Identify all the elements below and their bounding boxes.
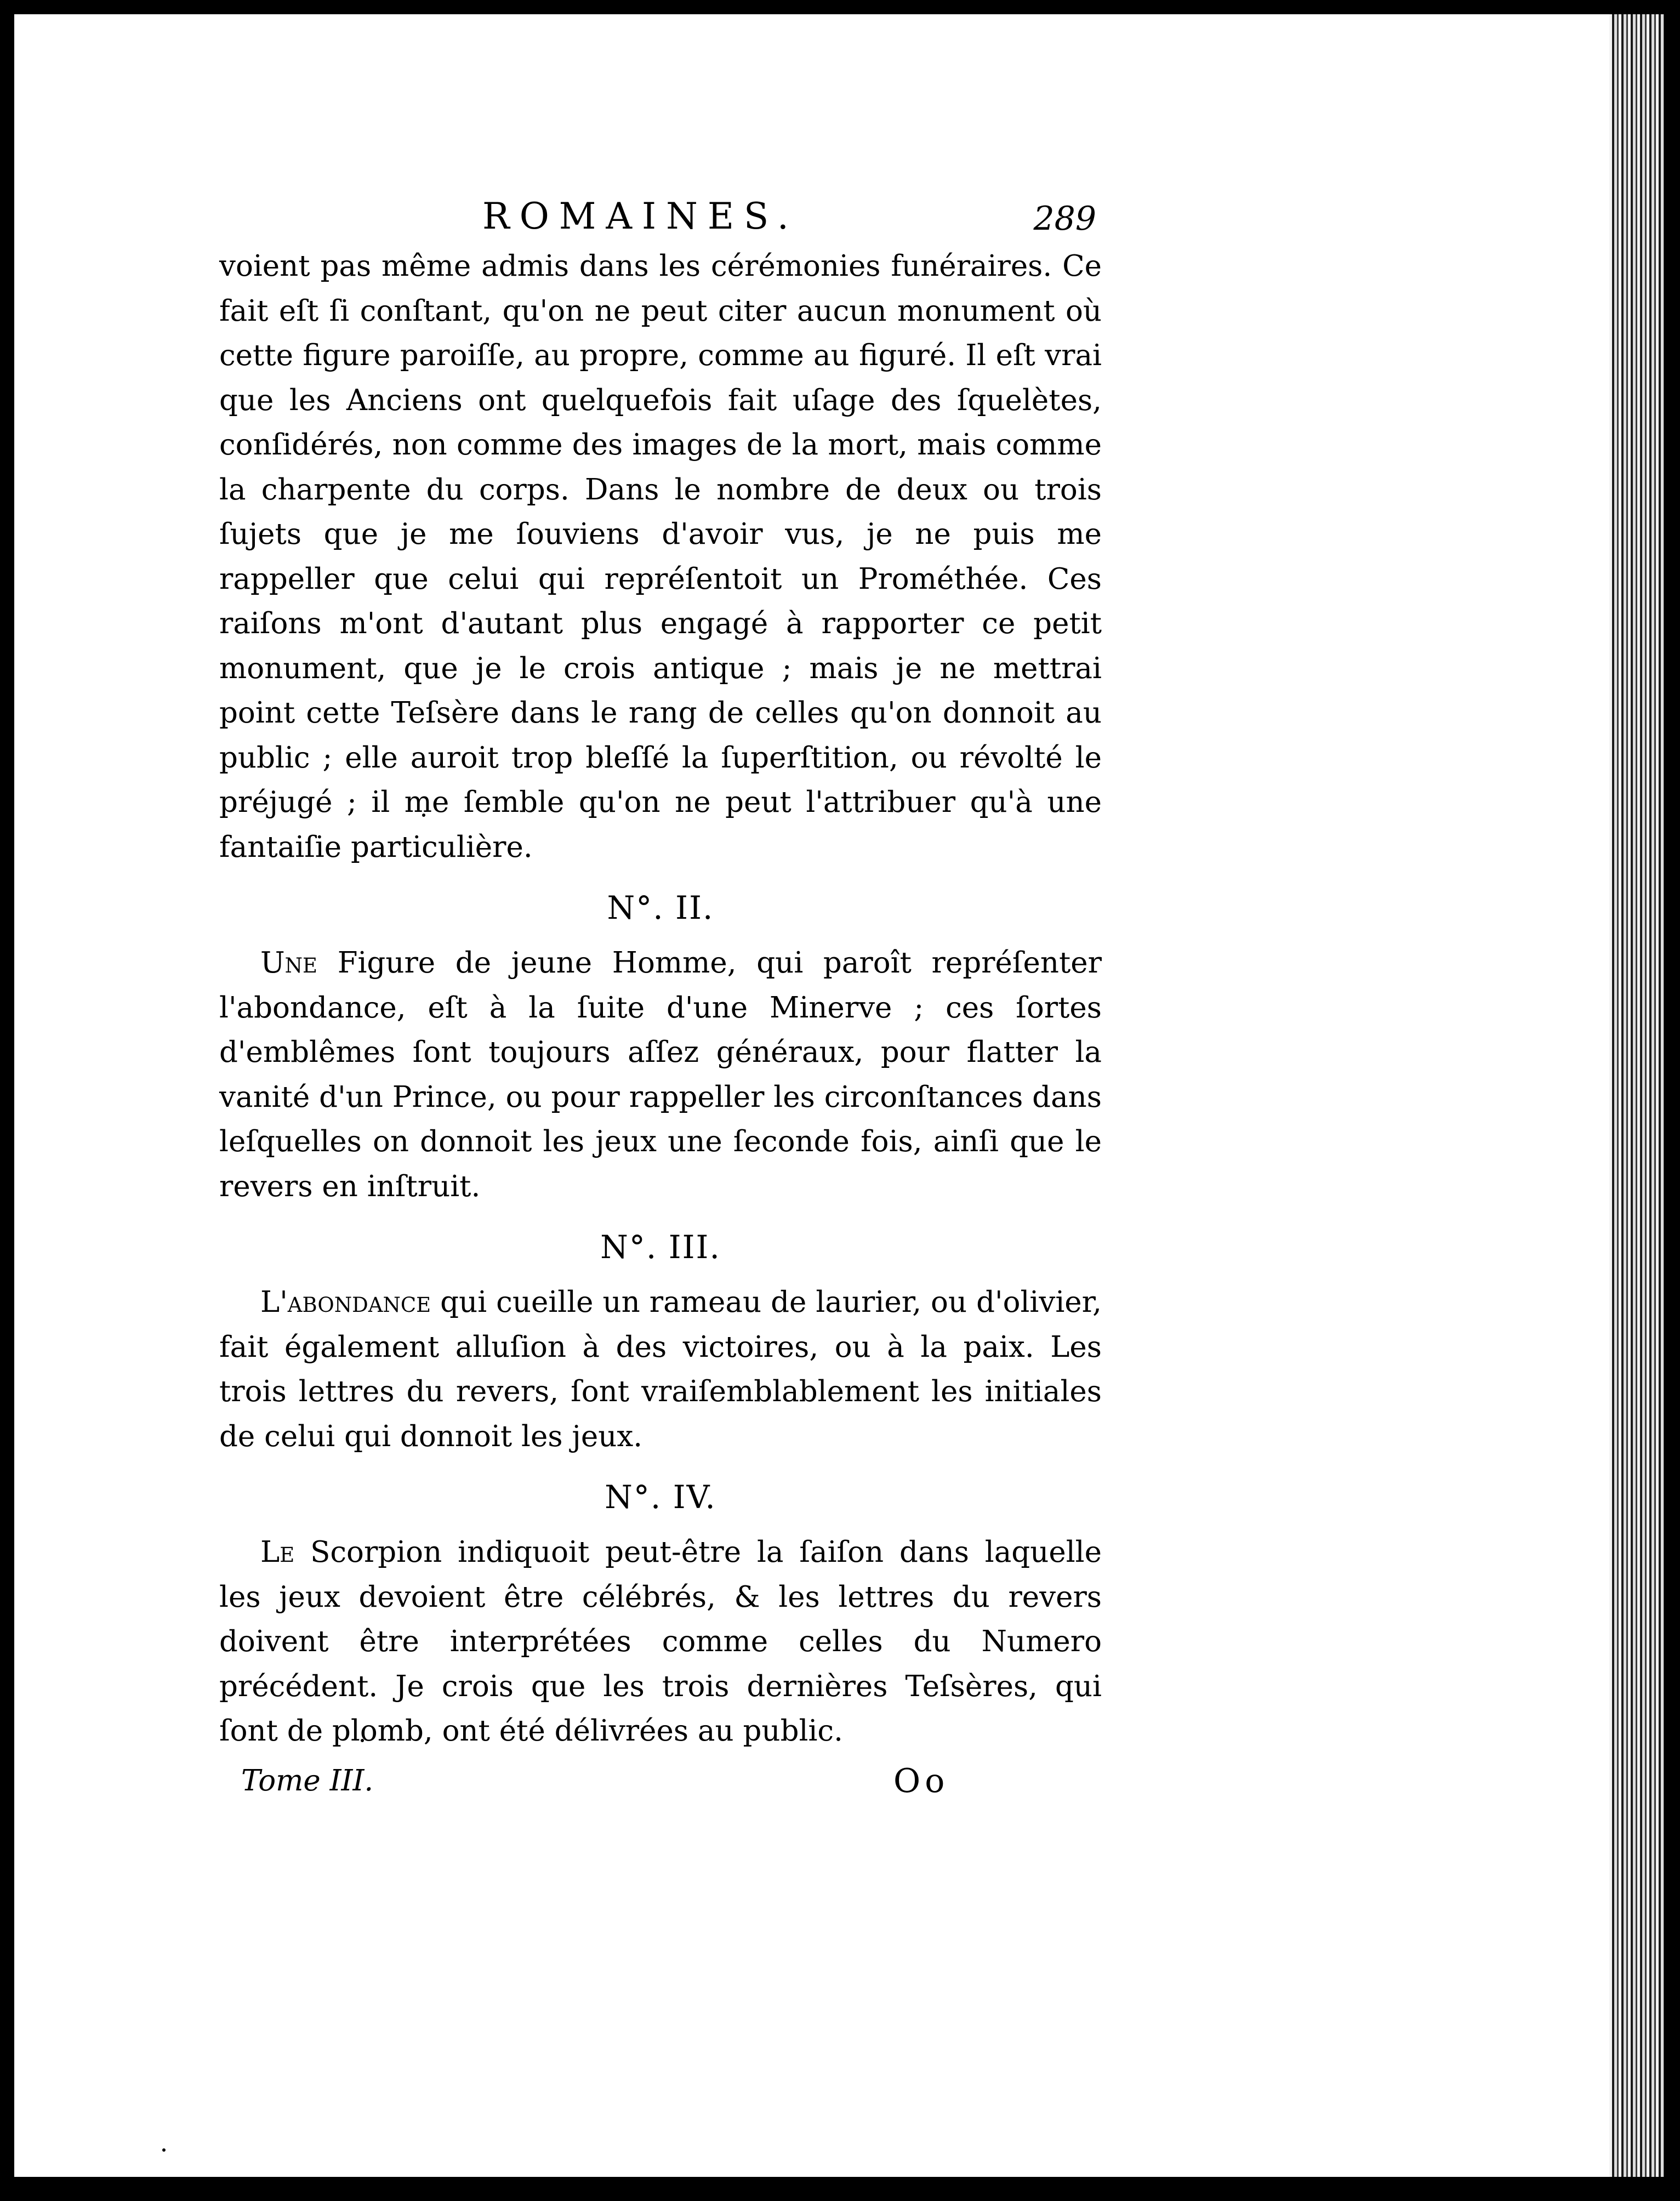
section-no-3 [219, 1224, 1102, 1459]
running-title: ROMAINES. [482, 195, 799, 237]
section-paragraph [219, 1280, 1102, 1459]
section-no-4 [219, 1474, 1102, 1754]
volume-label: Tome III. [241, 1764, 374, 1798]
page-footer [219, 1756, 1102, 1806]
section-text: Scorpion indiquoit peut-être la ſaiſon dans laquelle les jeux devoient être célébrés, & les lettres du revers doivent être interprétées comme celles du Numero précédent. Je crois que les trois dernières Teſsères, qui ſont de plomb, ont été délivrées au public. [219, 1535, 1102, 1748]
section-text: qui cueille un rameau de laurier, ou d'olivier, fait également alluſion à des victoires, ou à la paix. Les trois lettres du revers, ſont vraiſemblablement les initiales de celui qui donnoit les jeux. [219, 1286, 1102, 1453]
section-heading: N°. III. [600, 1229, 721, 1266]
section-heading: N°. II. [607, 889, 714, 926]
section-paragraph [219, 1530, 1102, 1754]
running-head [219, 189, 1102, 244]
book-fore-edge [1609, 14, 1664, 2177]
page-text [219, 189, 1102, 1806]
paragraph-continued: voient pas même admis dans les cérémonies funéraires. Ce fait eſt ſi conſtant, qu'on ne peut citer aucun monument où cette figure paroiſſe, au propre, comme au figuré. Il eſt vrai que les Anciens ont quelquefois fait uſage des ſquelètes, conſidérés, non comme des images de la mort, mais comme la charpente du corps. Dans le nombre de deux ou trois ſujets que je me ſouviens d'avoir vus, je ne puis me rappeller que celui qui repréſentoit un Prométhée. Ces raiſons m'ont d'autant plus engagé à rapporter ce petit monument, que je le crois antique ; mais je ne mettrai point cette Teſsère dans le rang de celles qu'on donnoit au public ; elle auroit trop bleſſé la ſuperſtition, ou révolté le préjugé ; il me ſemble qu'on ne peut l'attribuer qu'à une fantaiſie particulière. [219, 249, 1102, 864]
page-number: 289 [1033, 200, 1096, 238]
signature-mark: Oo [893, 1761, 949, 1800]
section-paragraph [219, 941, 1102, 1209]
section-text: Figure de jeune Homme, qui paroît repréſenter l'abondance, eſt à la ſuite d'une Minerve ; ces ſortes d'emblêmes ſont toujours aſſez généraux, pour flatter la vanité d'un Prince, ou pour rappeller les circonſtances dans leſquelles on donnoit les jeux une ſeconde fois, ainſi que le revers en inſtruit. [219, 946, 1102, 1203]
section-heading: N°. IV. [605, 1478, 716, 1516]
lead-word: L'abondance [260, 1286, 431, 1319]
lead-word: Le [260, 1535, 295, 1569]
lead-word: Une [260, 946, 318, 980]
ink-speck [162, 2148, 166, 2152]
section-no-2 [219, 885, 1102, 1209]
